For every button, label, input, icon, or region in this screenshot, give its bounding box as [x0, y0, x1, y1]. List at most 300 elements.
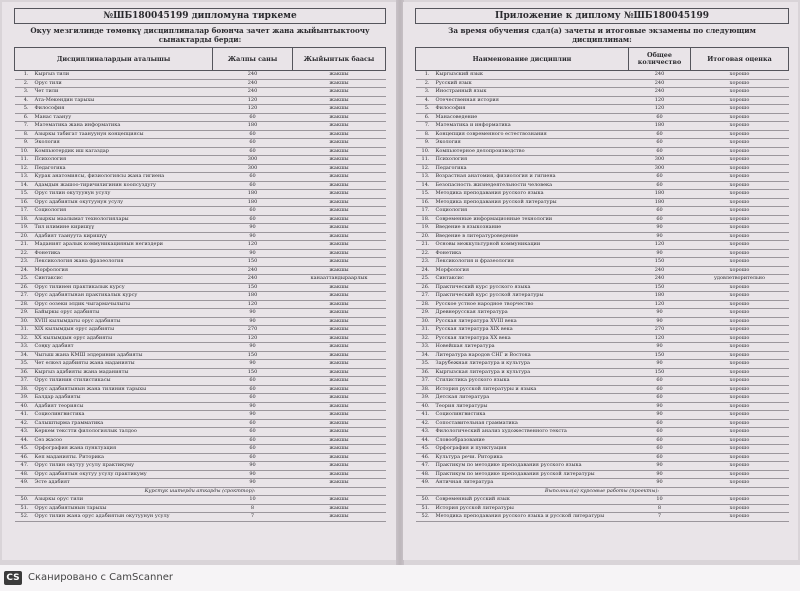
discipline-name: Отечественная история: [434, 96, 629, 105]
row-number: 45.: [416, 445, 434, 454]
hours-value: 90: [213, 360, 293, 369]
discipline-name: Практикум по методике преподавания русского языка: [434, 462, 629, 471]
discipline-name: Стилистика русского языка: [434, 377, 629, 386]
hours-value: 7: [629, 513, 691, 522]
discipline-name: Орус тилинен практикалык курсу: [33, 283, 213, 292]
discipline-name: Фонетика: [434, 249, 629, 258]
table-row: [15, 215, 386, 224]
hours-value: 60: [213, 130, 293, 139]
row-number: 31.: [15, 326, 33, 335]
grade-value: хорошо: [691, 326, 789, 335]
column-header-grade: Жыйынтык баасы: [293, 48, 386, 71]
table-row: [15, 275, 386, 284]
hours-value: 7: [213, 513, 293, 522]
discipline-name: Салыштырма грамматика: [33, 419, 213, 428]
discipline-name: Педагогика: [434, 164, 629, 173]
grade-value: хорошо: [691, 96, 789, 105]
discipline-name: Орус оозеки элдик чыгармачылыгы: [33, 300, 213, 309]
hours-value: 180: [629, 122, 691, 131]
table-row: [15, 181, 386, 190]
table-row: [416, 88, 789, 97]
row-number: 8.: [416, 130, 434, 139]
table-row: [416, 249, 789, 258]
grade-value: хорошо: [691, 207, 789, 216]
row-number: 44.: [15, 436, 33, 445]
row-number: 2.: [416, 79, 434, 88]
discipline-name: Азыркы табигат таануунун концепциясы: [33, 130, 213, 139]
grade-value: хорошо: [691, 139, 789, 148]
table-row: [416, 139, 789, 148]
grade-value: жакшы: [293, 360, 386, 369]
discipline-name: Компьютердик иш кагаздар: [33, 147, 213, 156]
hours-value: 60: [629, 436, 691, 445]
discipline-name: Филологический анализ художественного текста: [434, 428, 629, 437]
column-header-hours: Общее количество: [629, 48, 691, 71]
table-row: [15, 96, 386, 105]
table-row: [416, 453, 789, 462]
hours-value: 60: [213, 428, 293, 437]
row-number: 26.: [416, 283, 434, 292]
row-number: 10.: [15, 147, 33, 156]
hours-value: 120: [629, 96, 691, 105]
table-row: [416, 479, 789, 488]
row-number: 39.: [416, 394, 434, 403]
table-row: [416, 394, 789, 403]
row-number: 11.: [15, 156, 33, 165]
discipline-name: Адабият теориясы: [33, 402, 213, 411]
table-row: [15, 88, 386, 97]
table-row: [15, 394, 386, 403]
hours-value: 60: [629, 215, 691, 224]
section-label: Выполнил(а) курсовые работы (проекты):: [416, 487, 789, 496]
grade-value: жакшы: [293, 207, 386, 216]
hours-value: 120: [629, 300, 691, 309]
hours-value: 150: [629, 258, 691, 267]
table-row: [15, 428, 386, 437]
table-row: [416, 368, 789, 377]
discipline-name: Синтаксис: [33, 275, 213, 284]
grade-value: жакшы: [293, 79, 386, 88]
grade-value: жакшы: [293, 453, 386, 462]
discipline-name: Русская литература XIX века: [434, 326, 629, 335]
hours-value: 8: [629, 504, 691, 513]
hours-value: 60: [213, 436, 293, 445]
table-row: [416, 513, 789, 522]
section-label: Курстук иштерди аткарды (срокттор):: [15, 487, 386, 496]
table-row: [416, 105, 789, 114]
grade-value: жакшы: [293, 232, 386, 241]
discipline-name: Лексикология жана фразеология: [33, 258, 213, 267]
grade-value: хорошо: [691, 385, 789, 394]
hours-value: 90: [213, 462, 293, 471]
discipline-name: Сөз жасоо: [33, 436, 213, 445]
row-number: 47.: [416, 462, 434, 471]
discipline-name: Литература народов СНГ и Востока: [434, 351, 629, 360]
column-header-discipline: Наименование дисциплин: [416, 48, 629, 71]
right-page-title: Приложение к диплому №ШБ180045199: [415, 8, 789, 24]
grade-value: хорошо: [691, 334, 789, 343]
grade-value: жакшы: [293, 181, 386, 190]
table-row: [15, 411, 386, 420]
camscanner-logo-icon: CS: [4, 571, 22, 585]
table-row: [15, 232, 386, 241]
hours-value: 90: [629, 462, 691, 471]
discipline-name: Орус адабиятын окутуу усулу практикуму: [33, 470, 213, 479]
grade-value: жакшы: [293, 343, 386, 352]
row-number: 23.: [15, 258, 33, 267]
table-row: [15, 504, 386, 513]
grade-value: хорошо: [691, 360, 789, 369]
discipline-name: Байыркы орус адабияты: [33, 309, 213, 318]
table-row: [416, 258, 789, 267]
hours-value: 60: [213, 419, 293, 428]
discipline-name: История русской литературы: [434, 504, 629, 513]
hours-value: 90: [629, 402, 691, 411]
grade-value: жакшы: [293, 479, 386, 488]
row-number: 44.: [416, 436, 434, 445]
discipline-name: Орус адабиятынан практикалык курсу: [33, 292, 213, 301]
grade-value: хорошо: [691, 377, 789, 386]
table-row: [15, 147, 386, 156]
grade-value: жакшы: [293, 147, 386, 156]
grade-value: жакшы: [293, 402, 386, 411]
discipline-name: Детская литература: [434, 394, 629, 403]
hours-value: 180: [629, 292, 691, 301]
table-row: [15, 156, 386, 165]
hours-value: 90: [629, 360, 691, 369]
grade-value: хорошо: [691, 411, 789, 420]
discipline-name: Орус тилинин стилистикасы: [33, 377, 213, 386]
row-number: 3.: [15, 88, 33, 97]
table-row: [15, 470, 386, 479]
hours-value: 120: [213, 241, 293, 250]
grade-value: жакшы: [293, 241, 386, 250]
table-row: [416, 232, 789, 241]
table-row: [15, 190, 386, 199]
grade-value: жакшы: [293, 385, 386, 394]
hours-value: 120: [213, 105, 293, 114]
table-row: [416, 113, 789, 122]
row-number: 42.: [416, 419, 434, 428]
hours-value: 240: [213, 79, 293, 88]
grade-value: жакшы: [293, 496, 386, 505]
grade-value: жакшы: [293, 368, 386, 377]
row-number: 17.: [15, 207, 33, 216]
table-row: [416, 496, 789, 505]
discipline-name: Современный русский язык: [434, 496, 629, 505]
row-number: 34.: [416, 351, 434, 360]
row-number: 50.: [15, 496, 33, 505]
row-number: 25.: [416, 275, 434, 284]
discipline-name: Лексикология и фразеология: [434, 258, 629, 267]
row-number: 14.: [15, 181, 33, 190]
table-row: [416, 181, 789, 190]
discipline-name: Кеп маданияты. Риторика: [33, 453, 213, 462]
row-number: 13.: [416, 173, 434, 182]
discipline-name: Культура речи. Риторика: [434, 453, 629, 462]
table-row: [416, 283, 789, 292]
grade-value: хорошо: [691, 309, 789, 318]
table-row: [15, 377, 386, 386]
row-number: 36.: [15, 368, 33, 377]
discipline-name: Кыргыз адабияты жана маданияты: [33, 368, 213, 377]
grade-value: жакшы: [293, 113, 386, 122]
grade-value: жакшы: [293, 326, 386, 335]
grade-value: жакшы: [293, 266, 386, 275]
discipline-name: Математика и информатика: [434, 122, 629, 131]
discipline-name: Экология: [434, 139, 629, 148]
row-number: 5.: [416, 105, 434, 114]
discipline-name: Фонетика: [33, 249, 213, 258]
table-row: [15, 360, 386, 369]
hours-value: 180: [213, 122, 293, 131]
row-number: 36.: [416, 368, 434, 377]
discipline-name: Орус тилин окутуунун усулу: [33, 190, 213, 199]
discipline-name: Практикум по методике преподавания русской литературы: [434, 470, 629, 479]
grade-value: жакшы: [293, 224, 386, 233]
hours-value: 150: [213, 351, 293, 360]
table-row: [416, 411, 789, 420]
hours-value: 180: [213, 198, 293, 207]
hours-value: 10: [629, 496, 691, 505]
hours-value: 60: [213, 377, 293, 386]
hours-value: 90: [213, 343, 293, 352]
hours-value: 90: [629, 411, 691, 420]
grade-value: хорошо: [691, 462, 789, 471]
discipline-name: Чыгыш жана КМШ элдеринин адабияты: [33, 351, 213, 360]
row-number: 30.: [15, 317, 33, 326]
hours-value: 150: [629, 368, 691, 377]
grade-value: хорошо: [691, 105, 789, 114]
hours-value: 60: [629, 385, 691, 394]
discipline-name: XX кылымдын орус адабияты: [33, 334, 213, 343]
table-row: [15, 224, 386, 233]
row-number: 6.: [15, 113, 33, 122]
table-row: [15, 139, 386, 148]
discipline-name: Философия: [434, 105, 629, 114]
hours-value: 8: [213, 504, 293, 513]
row-number: 19.: [15, 224, 33, 233]
row-number: 51.: [15, 504, 33, 513]
hours-value: 60: [629, 377, 691, 386]
grade-value: жакшы: [293, 283, 386, 292]
row-number: 41.: [15, 411, 33, 420]
discipline-name: Теория литературы: [434, 402, 629, 411]
table-row: [15, 385, 386, 394]
discipline-name: Балдар адабияты: [33, 394, 213, 403]
column-header-discipline: Дисциплиналардын аталышы: [15, 48, 213, 71]
row-number: 24.: [416, 266, 434, 275]
row-number: 24.: [15, 266, 33, 275]
hours-value: 60: [629, 445, 691, 454]
hours-value: 180: [629, 198, 691, 207]
hours-value: 90: [629, 470, 691, 479]
discipline-name: Русская литература XX века: [434, 334, 629, 343]
column-header-hours: Жалпы саны: [213, 48, 293, 71]
discipline-name: Маданият аралык коммуникациянын негиздери: [33, 241, 213, 250]
hours-value: 180: [213, 190, 293, 199]
table-row: [15, 453, 386, 462]
discipline-name: Ата-Мекендин тарыхы: [33, 96, 213, 105]
hours-value: 60: [629, 130, 691, 139]
grade-value: хорошо: [691, 173, 789, 182]
table-row: [15, 79, 386, 88]
table-row: [416, 198, 789, 207]
discipline-name: Экология: [33, 139, 213, 148]
grade-value: жакшы: [293, 190, 386, 199]
hours-value: 300: [629, 164, 691, 173]
discipline-name: Компьютерное делопроизводство: [434, 147, 629, 156]
hours-value: 90: [629, 249, 691, 258]
table-row: [15, 130, 386, 139]
hours-value: 120: [213, 334, 293, 343]
grade-value: жакшы: [293, 309, 386, 318]
grade-value: жакшы: [293, 334, 386, 343]
grade-value: хорошо: [691, 71, 789, 80]
hours-value: 90: [213, 249, 293, 258]
table-row: [416, 419, 789, 428]
discipline-name: Введение в языкознание: [434, 224, 629, 233]
row-number: 48.: [416, 470, 434, 479]
table-row: [416, 266, 789, 275]
grade-value: жакшы: [293, 351, 386, 360]
table-row: [15, 419, 386, 428]
row-number: 46.: [15, 453, 33, 462]
grade-value: хорошо: [691, 258, 789, 267]
discipline-name: XIX кылымдын орус адабияты: [33, 326, 213, 335]
discipline-name: Социолингвистика: [33, 411, 213, 420]
table-row: [15, 292, 386, 301]
hours-value: 60: [213, 113, 293, 122]
grade-value: жакшы: [293, 215, 386, 224]
hours-value: 60: [213, 385, 293, 394]
row-number: 5.: [15, 105, 33, 114]
row-number: 9.: [15, 139, 33, 148]
discipline-name: Философия: [33, 105, 213, 114]
left-page-kyrgyz: [2, 2, 397, 560]
grade-value: хорошо: [691, 147, 789, 156]
hours-value: 240: [213, 266, 293, 275]
row-number: 25.: [15, 275, 33, 284]
row-number: 18.: [416, 215, 434, 224]
table-row: [15, 241, 386, 250]
hours-value: 90: [629, 343, 691, 352]
grade-value: хорошо: [691, 292, 789, 301]
table-row: [416, 71, 789, 80]
hours-value: 90: [213, 224, 293, 233]
table-row: [15, 479, 386, 488]
table-row: [416, 504, 789, 513]
discipline-name: Адамдын жашоо-тиричилигинин коопсуздугу: [33, 181, 213, 190]
hours-value: 90: [213, 232, 293, 241]
grade-value: жакшы: [293, 436, 386, 445]
grade-value: жакшы: [293, 156, 386, 165]
table-row: [416, 241, 789, 250]
grade-value: хорошо: [691, 317, 789, 326]
grade-value: жакшы: [293, 470, 386, 479]
course-works-section: [15, 487, 386, 496]
discipline-name: Орфография жана пунктуация: [33, 445, 213, 454]
hours-value: 120: [629, 105, 691, 114]
row-number: 34.: [15, 351, 33, 360]
hours-value: 90: [629, 309, 691, 318]
grade-value: хорошо: [691, 79, 789, 88]
discipline-name: Новейшая литература: [434, 343, 629, 352]
grade-value: хорошо: [691, 419, 789, 428]
discipline-name: Орус тилин окутуу усулу практикуму: [33, 462, 213, 471]
grade-value: хорошо: [691, 428, 789, 437]
discipline-name: Тил илимине киришүү: [33, 224, 213, 233]
hours-value: 60: [213, 453, 293, 462]
row-number: 22.: [416, 249, 434, 258]
grade-value: жакшы: [293, 513, 386, 522]
discipline-name: История русской литературы и языка: [434, 385, 629, 394]
table-row: [416, 462, 789, 471]
discipline-name: Орус адабиятын окутуунун усулу: [33, 198, 213, 207]
hours-value: 240: [213, 88, 293, 97]
table-row: [15, 513, 386, 522]
discipline-name: Эсте адабият: [33, 479, 213, 488]
table-row: [15, 496, 386, 505]
row-number: 27.: [15, 292, 33, 301]
row-number: 43.: [416, 428, 434, 437]
row-number: 46.: [416, 453, 434, 462]
table-row: [416, 445, 789, 454]
hours-value: 240: [629, 266, 691, 275]
grade-value: жакшы: [293, 428, 386, 437]
discipline-name: Зарубежная литература и культура: [434, 360, 629, 369]
discipline-name: Методика преподавания русской литературы: [434, 198, 629, 207]
discipline-name: Чет тили: [33, 88, 213, 97]
hours-value: 150: [213, 283, 293, 292]
discipline-name: XVIII кылымдагы орус адабияты: [33, 317, 213, 326]
row-number: 39.: [15, 394, 33, 403]
discipline-name: Социолингвистика: [434, 411, 629, 420]
discipline-name: Морфология: [33, 266, 213, 275]
table-row: [416, 190, 789, 199]
hours-value: 180: [213, 292, 293, 301]
discipline-name: Методика преподавания русского языка: [434, 190, 629, 199]
hours-value: 60: [213, 215, 293, 224]
grade-value: хорошо: [691, 241, 789, 250]
discipline-name: Русское устное народное творчество: [434, 300, 629, 309]
grade-value: жакшы: [293, 462, 386, 471]
discipline-name: Русский язык: [434, 79, 629, 88]
hours-value: 90: [213, 479, 293, 488]
hours-value: 60: [213, 445, 293, 454]
hours-value: 180: [629, 190, 691, 199]
grade-value: хорошо: [691, 479, 789, 488]
grade-value: хорошо: [691, 190, 789, 199]
row-number: 6.: [416, 113, 434, 122]
table-row: [15, 173, 386, 182]
row-number: 28.: [416, 300, 434, 309]
grade-value: жакшы: [293, 122, 386, 131]
table-row: [15, 351, 386, 360]
row-number: 15.: [15, 190, 33, 199]
column-header-grade: Итоговая оценка: [691, 48, 789, 71]
row-number: 21.: [416, 241, 434, 250]
table-row: [416, 224, 789, 233]
grade-value: хорошо: [691, 156, 789, 165]
table-row: [15, 317, 386, 326]
row-number: 16.: [416, 198, 434, 207]
grade-value: хорошо: [691, 351, 789, 360]
grade-value: жакшы: [293, 249, 386, 258]
row-number: 51.: [416, 504, 434, 513]
row-number: 10.: [416, 147, 434, 156]
discipline-name: Адабият таануута киришүү: [33, 232, 213, 241]
